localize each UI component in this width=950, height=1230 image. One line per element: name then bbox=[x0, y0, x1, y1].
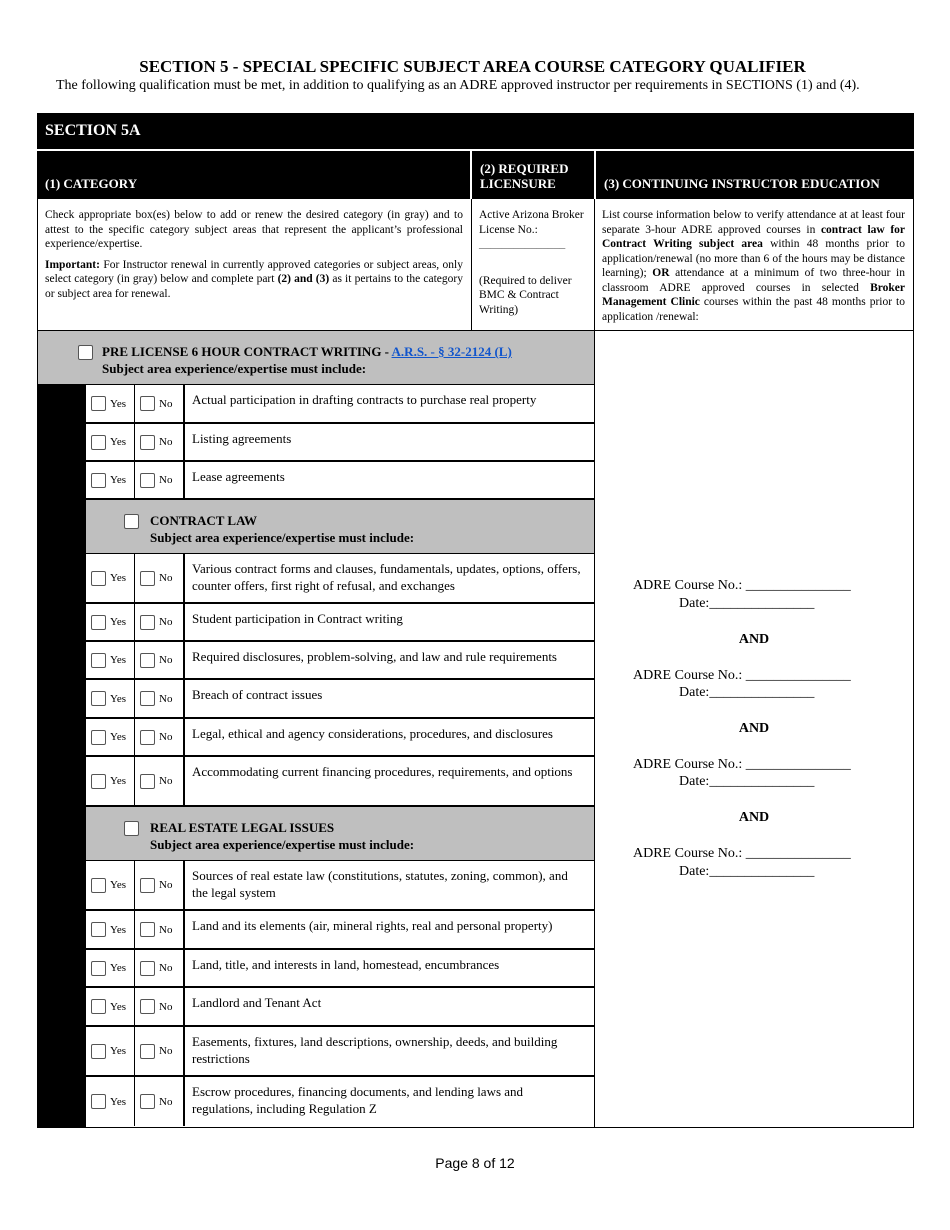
no-label: No bbox=[159, 879, 173, 891]
no-checkbox[interactable] bbox=[140, 961, 155, 976]
item-text: Landlord and Tenant Act bbox=[184, 988, 594, 1025]
course-no-field[interactable]: ADRE Course No.: _______________ bbox=[633, 578, 851, 593]
page-number: Page 8 of 12 bbox=[435, 1155, 515, 1171]
course-no-field[interactable]: ADRE Course No.: _______________ bbox=[633, 668, 851, 683]
no-checkbox[interactable] bbox=[140, 922, 155, 937]
important-paragraph bbox=[45, 258, 463, 302]
no-checkbox[interactable] bbox=[140, 730, 155, 745]
and-label: AND bbox=[738, 632, 770, 647]
yes-option[interactable] bbox=[86, 911, 135, 948]
edu-text-a: List course information below to verify attendance at at least four separate 3-hour ADRE approved courses in bbox=[602, 209, 905, 236]
edu-text-b: contract law for Contract Writing subject area bbox=[602, 223, 905, 250]
licensure-note: (Required to deliver BMC & Contract Writing) bbox=[479, 274, 572, 316]
yes-checkbox[interactable] bbox=[91, 999, 106, 1014]
item-text: Easements, fixtures, land descriptions, ownership, deeds, and building restrictions bbox=[184, 1027, 594, 1075]
contract-law-title-text: CONTRACT LAW bbox=[150, 513, 258, 528]
course-date-field[interactable]: Date:_______________ bbox=[679, 774, 815, 789]
item-text: Accommodating current financing procedures, requirements, and options bbox=[184, 757, 594, 805]
pre-license-checkbox[interactable] bbox=[78, 345, 93, 360]
pre-license-title-text: PRE LICENSE 6 HOUR CONTRACT WRITING - bbox=[102, 344, 392, 359]
item-text: Actual participation in drafting contracts to purchase real property bbox=[184, 385, 594, 422]
list-item bbox=[86, 719, 594, 757]
no-checkbox[interactable] bbox=[140, 691, 155, 706]
no-label: No bbox=[159, 474, 173, 486]
section-label: SECTION 5A bbox=[37, 113, 914, 149]
list-item bbox=[86, 1027, 594, 1077]
list-item bbox=[86, 424, 594, 462]
yes-label: Yes bbox=[110, 1000, 127, 1013]
no-option[interactable] bbox=[135, 757, 184, 805]
no-label: No bbox=[159, 654, 173, 666]
yes-option[interactable] bbox=[86, 680, 135, 717]
no-option[interactable] bbox=[135, 950, 184, 986]
no-label: No bbox=[159, 1000, 173, 1013]
no-checkbox[interactable] bbox=[140, 1044, 155, 1059]
intro-text: The following qualification must be met, in addition to qualifying as an ADRE approved instructor per requirements in SECTIONS (1) and (4). bbox=[56, 78, 860, 93]
important-parts: (2) and (3) bbox=[277, 273, 330, 285]
no-label: No bbox=[159, 616, 173, 628]
yes-label: Yes bbox=[110, 436, 127, 448]
yes-label: Yes bbox=[110, 1095, 127, 1108]
yes-option[interactable] bbox=[86, 1027, 135, 1075]
edu-text-c: within 48 months prior to application/renewal (no more than 6 of the hours may be distance learning); bbox=[602, 238, 905, 279]
list-item bbox=[86, 861, 594, 911]
item-text: Legal, ethical and agency considerations, procedures, and disclosures bbox=[184, 719, 594, 755]
item-text: Lease agreements bbox=[184, 462, 594, 498]
course-date-field[interactable]: Date:_______________ bbox=[679, 685, 815, 700]
yes-checkbox[interactable] bbox=[91, 1044, 106, 1059]
no-label: No bbox=[159, 1095, 173, 1108]
no-checkbox[interactable] bbox=[140, 396, 155, 411]
contract-law-title bbox=[150, 512, 414, 546]
item-text: Land, title, and interests in land, homestead, encumbrances bbox=[184, 950, 594, 986]
category-contract-law bbox=[86, 500, 594, 554]
instructions-paragraph: Check appropriate box(es) below to add or renew the desired category (in gray) and to attest to the specific category subject areas that represent the applicant’s professional experience/expertise. bbox=[45, 209, 463, 250]
no-option[interactable] bbox=[135, 604, 184, 640]
yes-label: Yes bbox=[110, 616, 127, 628]
no-label: No bbox=[159, 397, 173, 410]
yes-option[interactable] bbox=[86, 1077, 135, 1126]
legal-issues-checkbox[interactable] bbox=[124, 821, 139, 836]
course-no-field[interactable]: ADRE Course No.: _______________ bbox=[633, 757, 851, 772]
important-label: Important: bbox=[45, 258, 100, 271]
no-option[interactable] bbox=[135, 1027, 184, 1075]
no-checkbox[interactable] bbox=[140, 878, 155, 893]
yes-label: Yes bbox=[110, 692, 127, 705]
edu-text-bmc: Broker Management Clinic bbox=[602, 281, 905, 308]
broker-license-field[interactable]: _______________ bbox=[479, 238, 566, 250]
yes-checkbox[interactable] bbox=[91, 878, 106, 893]
yes-checkbox[interactable] bbox=[91, 1094, 106, 1109]
and-label: AND bbox=[738, 721, 770, 736]
section-5a-table bbox=[37, 113, 914, 1128]
yes-checkbox[interactable] bbox=[91, 961, 106, 976]
legal-issues-subtitle: Subject area experience/expertise must include: bbox=[150, 837, 415, 852]
yes-checkbox[interactable] bbox=[91, 922, 106, 937]
list-item bbox=[86, 680, 594, 719]
yes-label: Yes bbox=[110, 397, 127, 410]
yes-option[interactable] bbox=[86, 604, 135, 640]
yes-label: Yes bbox=[110, 731, 127, 743]
yes-option[interactable] bbox=[86, 642, 135, 678]
yes-checkbox[interactable] bbox=[91, 615, 106, 630]
item-text: Required disclosures, problem-solving, and law and rule requirements bbox=[184, 642, 594, 678]
no-option[interactable] bbox=[135, 911, 184, 948]
yes-label: Yes bbox=[110, 1045, 127, 1057]
no-label: No bbox=[159, 1045, 173, 1057]
yes-option[interactable] bbox=[86, 554, 135, 602]
no-label: No bbox=[159, 572, 173, 584]
no-checkbox[interactable] bbox=[140, 571, 155, 586]
yes-checkbox[interactable] bbox=[91, 653, 106, 668]
yes-label: Yes bbox=[110, 654, 127, 666]
list-item bbox=[86, 757, 594, 807]
no-label: No bbox=[159, 436, 173, 448]
category-list bbox=[38, 331, 595, 1127]
yes-label: Yes bbox=[110, 572, 127, 584]
yes-option[interactable] bbox=[86, 988, 135, 1025]
category-instructions bbox=[38, 199, 472, 330]
important-text-end: as it pertains to the category or subject area for renewal. bbox=[45, 273, 463, 300]
category-body bbox=[37, 331, 914, 1128]
category-legal-issues bbox=[86, 807, 594, 861]
list-item bbox=[86, 385, 594, 424]
legal-issues-title bbox=[150, 819, 414, 853]
left-black-bar bbox=[38, 385, 86, 1127]
yes-label: Yes bbox=[110, 962, 127, 974]
edu-text-e: attendance at a minimum of two three-hour in classroom ADRE approved courses in selected bbox=[602, 267, 906, 294]
no-checkbox[interactable] bbox=[140, 774, 155, 789]
yes-label: Yes bbox=[110, 775, 127, 787]
list-item bbox=[86, 554, 594, 604]
no-checkbox[interactable] bbox=[140, 1094, 155, 1109]
no-option[interactable] bbox=[135, 554, 184, 602]
item-text: Breach of contract issues bbox=[184, 680, 594, 717]
yes-label: Yes bbox=[110, 879, 127, 891]
course-date-field[interactable]: Date:_______________ bbox=[679, 596, 815, 611]
description-row bbox=[37, 199, 914, 331]
item-text: Land and its elements (air, mineral rights, real and personal property) bbox=[184, 911, 594, 948]
statute-link[interactable]: A.R.S. - § 32-2124 (L) bbox=[391, 344, 512, 359]
course-no-field[interactable]: ADRE Course No.: _______________ bbox=[633, 846, 851, 861]
item-text: Various contract forms and clauses, fundamentals, updates, options, offers, counter offers, first right of refusal, and exchanges bbox=[184, 554, 594, 602]
education-instructions bbox=[595, 199, 913, 330]
yes-checkbox[interactable] bbox=[91, 774, 106, 789]
yes-checkbox[interactable] bbox=[91, 571, 106, 586]
broker-license-label: Active Arizona Broker License No.: bbox=[479, 209, 584, 236]
no-option[interactable] bbox=[135, 424, 184, 460]
no-label: No bbox=[159, 775, 173, 787]
yes-option[interactable] bbox=[86, 385, 135, 422]
header-education: (3) CONTINUING INSTRUCTOR EDUCATION bbox=[596, 151, 914, 199]
no-option[interactable] bbox=[135, 385, 184, 422]
edu-text-or: OR bbox=[652, 267, 670, 279]
list-item bbox=[86, 462, 594, 500]
yes-option[interactable] bbox=[86, 462, 135, 498]
no-label: No bbox=[159, 962, 173, 974]
no-option[interactable] bbox=[135, 861, 184, 909]
header-category: (1) CATEGORY bbox=[37, 151, 470, 199]
no-checkbox[interactable] bbox=[140, 435, 155, 450]
yes-checkbox[interactable] bbox=[91, 691, 106, 706]
yes-label: Yes bbox=[110, 474, 127, 486]
category-pre-license bbox=[38, 331, 594, 385]
yes-option[interactable] bbox=[86, 861, 135, 909]
list-item bbox=[86, 911, 594, 950]
edu-text-g: courses within the past 48 months prior to application /renewal: bbox=[602, 296, 905, 323]
item-text: Sources of real estate law (constitutions, statutes, zoning, common), and the legal system bbox=[184, 861, 594, 909]
no-checkbox[interactable] bbox=[140, 473, 155, 488]
yes-checkbox[interactable] bbox=[91, 730, 106, 745]
yes-option[interactable] bbox=[86, 950, 135, 986]
licensure-instructions bbox=[472, 199, 595, 330]
page-title: SECTION 5 - SPECIAL SPECIFIC SUBJECT AREA COURSE CATEGORY QUALIFIER bbox=[139, 57, 806, 76]
yes-checkbox[interactable] bbox=[91, 396, 106, 411]
pre-license-title bbox=[102, 343, 512, 377]
pre-license-subtitle: Subject area experience/expertise must include: bbox=[102, 361, 367, 376]
column-headers bbox=[37, 151, 914, 199]
and-label: AND bbox=[738, 810, 770, 825]
no-checkbox[interactable] bbox=[140, 653, 155, 668]
no-option[interactable] bbox=[135, 1077, 184, 1126]
yes-option[interactable] bbox=[86, 757, 135, 805]
yes-label: Yes bbox=[110, 923, 127, 936]
course-date-field[interactable]: Date:_______________ bbox=[679, 864, 815, 879]
yes-option[interactable] bbox=[86, 424, 135, 460]
header-licensure: (2) REQUIRED LICENSURE bbox=[472, 151, 594, 199]
list-item bbox=[86, 604, 594, 642]
no-checkbox[interactable] bbox=[140, 615, 155, 630]
no-label: No bbox=[159, 692, 173, 705]
no-label: No bbox=[159, 731, 173, 743]
item-text: Listing agreements bbox=[184, 424, 594, 460]
legal-issues-title-text: REAL ESTATE LEGAL ISSUES bbox=[150, 820, 335, 835]
list-item bbox=[86, 1077, 594, 1126]
no-option[interactable] bbox=[135, 988, 184, 1025]
list-item bbox=[86, 642, 594, 680]
yes-checkbox[interactable] bbox=[91, 435, 106, 450]
list-item bbox=[86, 950, 594, 988]
contract-law-checkbox[interactable] bbox=[124, 514, 139, 529]
no-checkbox[interactable] bbox=[140, 999, 155, 1014]
important-text: For Instructor renewal in currently approved categories or subject areas, only select category (in gray) below and complete part bbox=[45, 258, 463, 285]
course-entries bbox=[595, 331, 913, 1127]
no-option[interactable] bbox=[135, 680, 184, 717]
no-option[interactable] bbox=[135, 719, 184, 755]
no-option[interactable] bbox=[135, 642, 184, 678]
no-label: No bbox=[159, 923, 173, 936]
yes-option[interactable] bbox=[86, 719, 135, 755]
yes-checkbox[interactable] bbox=[91, 473, 106, 488]
contract-law-subtitle: Subject area experience/expertise must include: bbox=[150, 530, 415, 545]
no-option[interactable] bbox=[135, 462, 184, 498]
item-text: Student participation in Contract writing bbox=[184, 604, 594, 640]
list-item bbox=[86, 988, 594, 1027]
item-text: Escrow procedures, financing documents, and lending laws and regulations, including Regulation Z bbox=[184, 1077, 594, 1126]
